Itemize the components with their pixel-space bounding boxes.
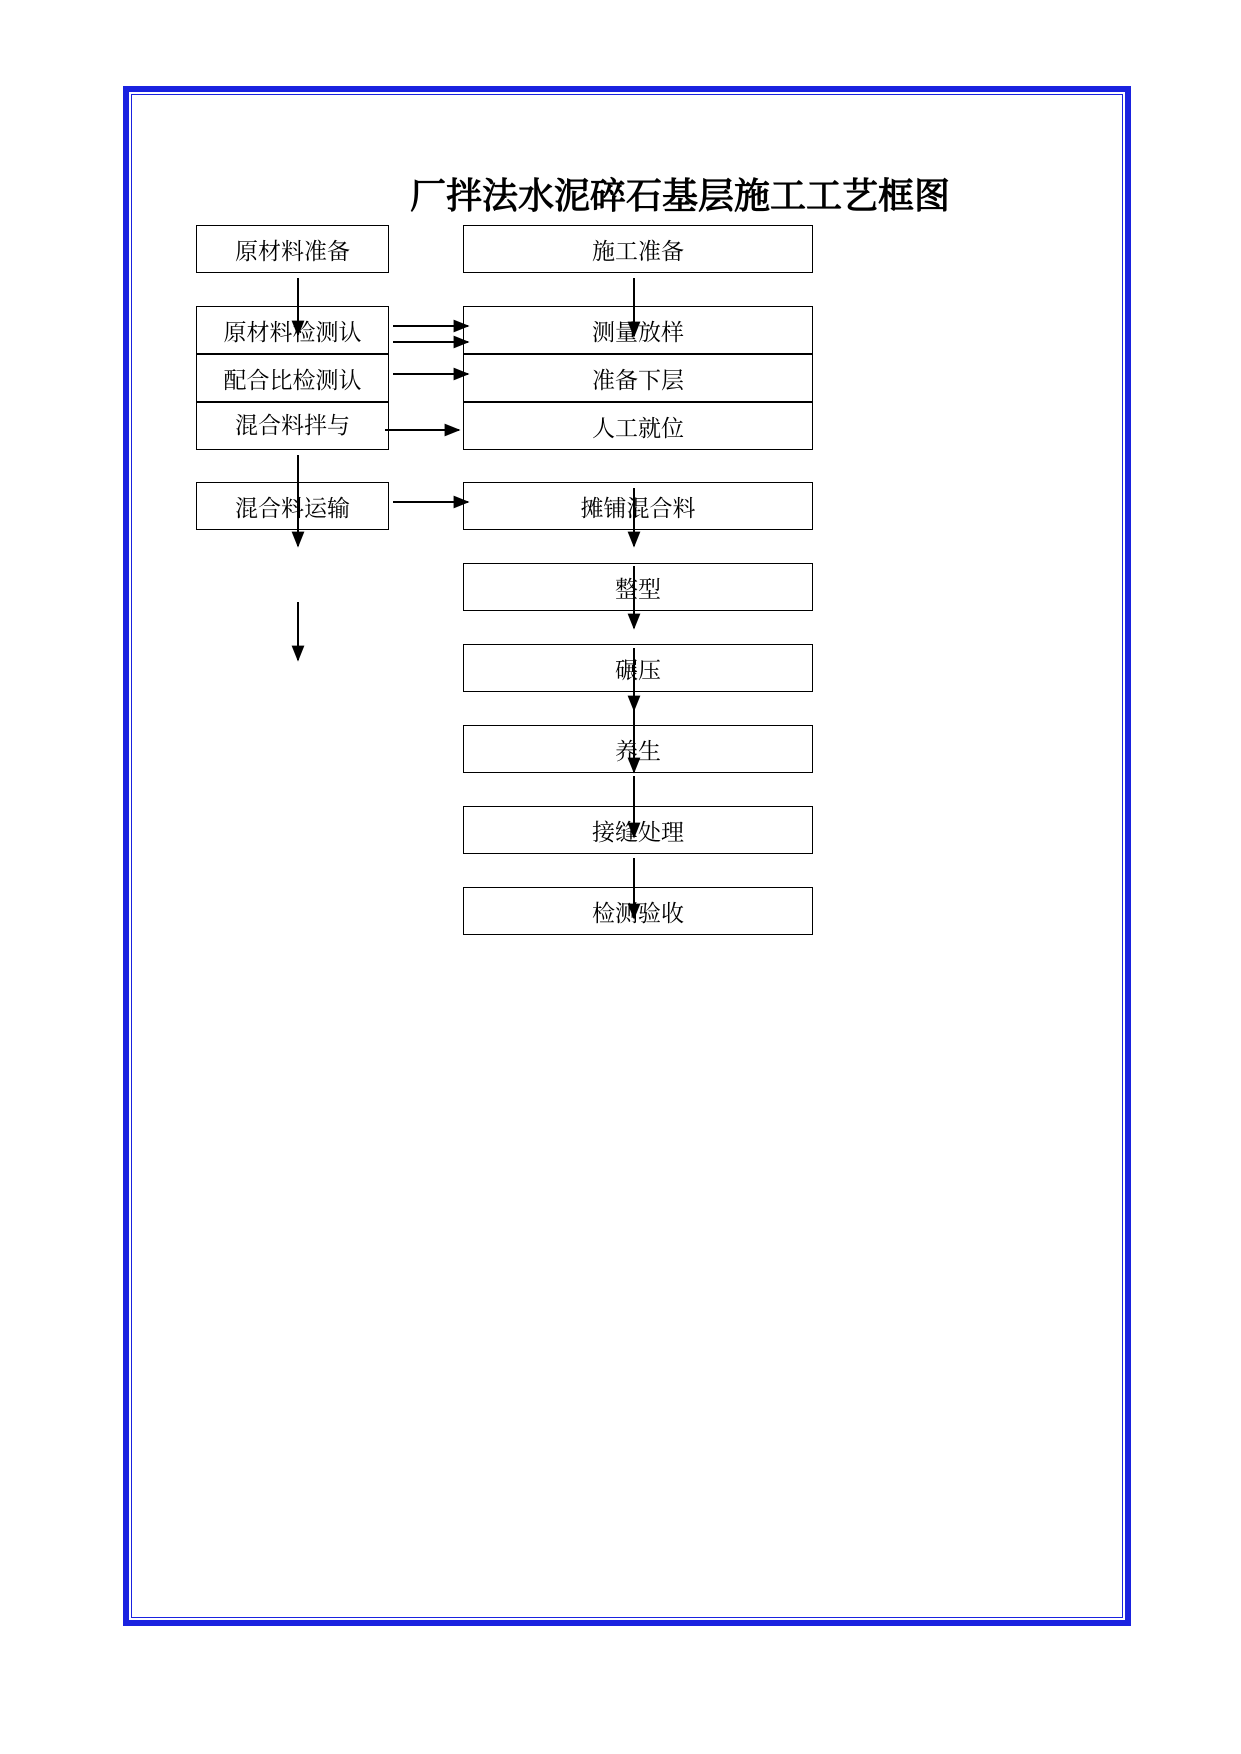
node-rolling: [463, 644, 813, 692]
node-prepare-lower-layer: [463, 354, 813, 402]
node-workers-in-place: [463, 402, 813, 450]
node-label: 原材料准备: [235, 238, 350, 265]
node-curing: [463, 725, 813, 773]
diagram-title: 厂拌法水泥碎石基层施工工艺框图: [409, 175, 950, 217]
node-label: 原材料检测认: [223, 319, 362, 346]
node-label: 检测验收: [592, 900, 684, 927]
node-spread-mixture: [463, 482, 813, 530]
node-label: 养生: [615, 738, 661, 765]
node-construction-prep: [463, 225, 813, 273]
node-label: 人工就位: [592, 415, 684, 442]
node-label: 配合比检测认: [223, 367, 362, 394]
node-label: 碾压: [615, 657, 661, 684]
node-raw-material-test: [196, 306, 389, 354]
node-mixture-transport: [196, 482, 389, 530]
node-label: 摊铺混合料: [580, 495, 696, 522]
node-survey-layout: [463, 306, 813, 354]
node-label: 测量放样: [592, 319, 684, 346]
node-label: 接缝处理: [592, 819, 684, 846]
node-label: 准备下层: [592, 367, 684, 394]
node-label: 混合料拌与: [235, 413, 350, 439]
node-raw-material-prep: [196, 225, 389, 273]
node-label: 混合料运输: [235, 495, 350, 522]
node-shaping: [463, 563, 813, 611]
node-label: 整型: [615, 576, 661, 603]
node-mix-ratio-test: [196, 354, 389, 402]
node-mixture-mixing: [196, 402, 389, 450]
node-label: 施工准备: [592, 238, 684, 265]
node-inspection-acceptance: [463, 887, 813, 935]
node-joint-treatment: [463, 806, 813, 854]
